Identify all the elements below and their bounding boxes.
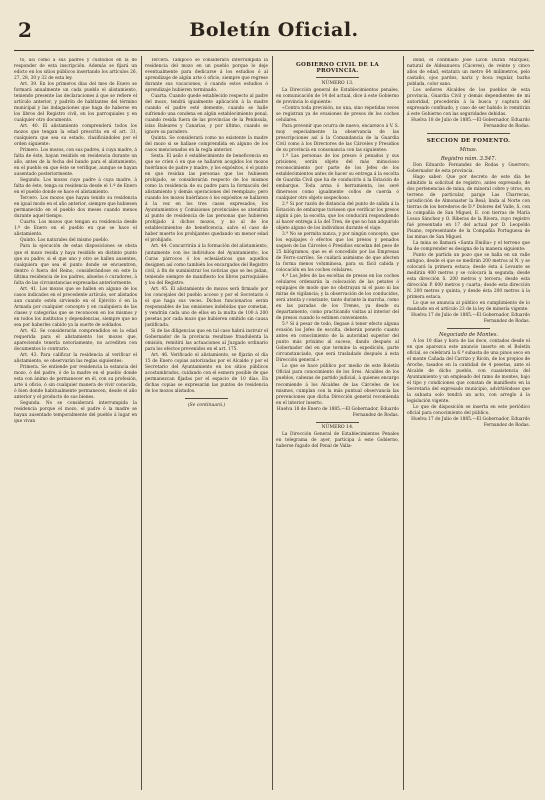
paragraph: A los 10 días y hora de las doce, contados desde el en que aparezca este anuncio inserto en el Boletín oficial, se celebrará la 6.ª subasta de una pinos seco en el monte Cañada del Carrizo y Ricón, de los propios de Aroche, tasados en la cantidad de 4 pesetas, ante el Alcalde de dicho pueblo, con cuasistencia del Ayuntamiento y un empleado del ramo de montes, bajo el tipo y condiciones que constan de manifiesto en la Secretaría del expresado municipio, advirtiéndose que la subasta solo tendrá un acto, con arreglo á la legislación vigente. <box>407 339 530 405</box>
section-heading-gobierno: GOBIERNO CIVIL DE LA PROVINCIA. <box>295 62 380 75</box>
item-number: NÚMERO 14. <box>321 425 354 431</box>
registro-number: Registro núm. 3.547. <box>440 156 497 163</box>
paragraph: Art. 43. Para calificar la residencia al verificar el alistamiento, se observarán las reglas siguientes: <box>14 352 137 364</box>
page-header <box>14 10 534 51</box>
paragraph: Tercera. Tampoco se considerará interrumpida la residencia del mozo en un pueblo porque lo deje eventualmente para dedicarse á los estudios ó al aprendizaje de algún arte ó oficio, siempre que regrese durante sus vacaciones, ó cuando estos estudios ó aprendizaje hubieren terminado. <box>145 58 268 94</box>
paragraph: 5.ª Si á pesar de todo, llegase á tener efecto alguna evasión los Jefes de escolta, deberán ponerlo cuanto antes en conocimiento de la autoridad superior del punto más próximo al suceso, dando después al Gobernador del en que termine la expedición, parte circunstanciado, que será trasladado después á esta Dirección general.» <box>276 322 399 364</box>
paragraph: 2.ª Si por razón de distancia del punto de salida á la Estación de embarque tuviesen que verificar los presos algún á pie, la escolta, que los conducirá respondiendo al hacer entrega á la del Tren, de que no han adquirido objeto alguno de los individuos durante el viaje. <box>276 202 399 232</box>
paragraph: to, así como á sus padres y custodios en la de responder de esta inscripción. Además se fijará un edicto en los sitios públicos insertando los artículos 26, 27, 28, 30 y 32 de esta ley. <box>14 58 137 82</box>
paragraph: «Contra toda previsión, no una, sino repetidas veces se registran ya de evasiones de presos de los coches celulares. <box>276 105 399 123</box>
paragraph: Punto de partida un pozo que se halla en un valle antiguo, desde el que se medirán 200 metros al N. y se colocará la primera estaca; desde ésta á Levante se medirán 400 metros y se colocará la segunda; desde esta dirección S. 200 metros y tercera; desde esta dirección P. 600 metros y cuarta; desde esta dirección N. 200 metros y quinta, y desde ésta 200 metros á la primera estaca. <box>407 253 530 301</box>
continued-note: (Se continuará.) <box>187 402 226 408</box>
paragraph: Sexta. El asilo ó establecimiento de beneficencia en que se críen ó en que se hallaren acogidos los mozos huérfanos de padre y madre, y los expósitos, ó el punto en que residan las personas que los hubiesen prohijado, se considerarán respecto de los mismos como la residencia de su padre para la formación del alistamiento y demás operaciones del reemplazo; pero cuando los mozos huérfanos ó los expósitos se hallaren á la vez en los tres casos expresados, los Ayuntamientos y Comisiones provinciales se atendrán al punto de residencia de las personas que hubieren prohijado á dichos mozos, y no al de los establecimientos de beneficencia, salvo el caso de haber muerto los prohijantes quedando un menor edad el prohijado. <box>145 154 268 244</box>
item-number: NÚMERO 13. <box>321 80 354 86</box>
paragraph: Cuarto. Los mozos que tengan su residencia desde 1.º de Enero en el pueblo en que se hace el alistamiento. <box>14 220 137 238</box>
paragraph: Primero. Los mozos, con sus padres, á cuya madre, á falta de éste, hayan residido en residencia durante un año, antes de la fecha del bando para el alistamiento, en el pueblo en que éste se verifique, aunque se hayan ausentado posteriormente. <box>14 148 137 178</box>
paragraph: Don Eduardo Fernandez de Rodas y Guerrero, Gobernador de esta provincia. <box>407 163 530 175</box>
column-divider <box>141 56 142 790</box>
signature: Huelva 17 de Julio de 1885.—El Gobernador, Eduardo Fernandez de Rodas. <box>411 417 530 429</box>
paragraph: dolid, el confinado José Licón Durán Marquez, natural de Aldeanueva (Cáceres), de veinte y cinco años de edad, estatura un metro 64 milímetros, pelo castaño, ojos pardos, nariz y boca regular, barba poblada, color sano. <box>407 58 530 88</box>
divider <box>447 328 490 329</box>
column-3 <box>276 58 399 788</box>
paragraph: La Dirección General de Establecimientos Penales en telegrama de ayer, participa á este Gobierno, haberse fugado del Penal de Valla- <box>276 432 399 450</box>
page-number: 2 <box>18 18 32 42</box>
paragraph: Primera. Se entiende por residencia la estancia del mozo, ó del padre, ó de la madre en el pueblo donde esta con ánimo de permanecer en él, con su profesión, arte ú oficio, ó sin cualquier manera de vivir conocida, ó bien donde habitualmente permanecen, desde el año anterior y el producto de sus bienes. <box>14 364 137 400</box>
paragraph: Hago saber: Que por decreto de este día he admitido la solicitud de registro, antes expresado, de dos pertenencias de mina, de mineral cobre y otros, en terreno de particular, paraje Las Charrecas, jurisdicción de Almonaster la Real; linda al Norte con tierras de los herederos de D.ª Dolores del Valle, S. con la compañía de San Miguel, E. con tierras de María Losoa Sánchez y O. Riberas de la Rivera, cuyo registro fué presentado en 17 del actual por D. Leopoldo Pisano, representante de la Compañía Portuguesa de las minas de San Miguel. <box>407 175 530 241</box>
divider <box>316 422 359 423</box>
paragraph: Segundo. Los mozos cuyo padre á cuya madre, á falta de éste, tenga su residencia desde el 1.º de Enero en el pueblo donde se hace el alistamiento. <box>14 178 137 196</box>
paragraph: Para prevenir que ocurra de nuevo, encarezco á V. S. muy especialmente la observancia de las prescripciones así á la Comandancia de la Guardia Civil como á los Directores de las Cárceles y Presidios de su provincia en consonancia con las siguientes: <box>276 123 399 153</box>
paragraph: La Dirección general de Establecimientos penales, en comunicación de 14 del actual, dice á este Gobierno de provincia lo siguiente: <box>276 87 399 105</box>
divider <box>185 398 228 399</box>
paragraph: Quinto. Los naturales del mismo pueblo. <box>20 238 110 244</box>
paragraph: La mina se llamará «Santa Emilia» y el terreno que ha de comprender es designa de la manera siguiente: <box>407 241 530 253</box>
divider <box>427 133 510 134</box>
paragraph: Los señores Alcaldes de los pueblos de esta provincia, Guardia Civil y demás dependientes de mi autoridad, procederán á la busca y captura del expresado confinado, y caso de ser habido lo remitirán á este Gobierno con las seguridades debidas. <box>407 88 530 118</box>
column-2 <box>145 58 268 788</box>
paragraph: Tercero. Los mozos que hayan tenido su residencia en igual modo en el año anterior, siempre que hubiesen permanecido en el pueblo dos meses cuando menos durante aquel tiempo. <box>14 196 137 220</box>
subheading-montes: Negociado de Montes. <box>438 332 499 339</box>
paragraph: Art. 45. El alistamiento de mozos será firmado por los concejales del pueblo acceso y por el Secretario ó el que haga sus veces. Dichos funcionarios serán responsables de las omisiones indebidas que cometan, y vendrán cada uno de ellos en la multa de 100 á 200 pesetas por cada mozo que hubieren omitido sin causa justificada. <box>145 286 268 328</box>
paragraph: Art. 40. El alistamiento comprenderá todos los mozos que tengan la edad prescrita en el art. 31, cualquiera que sea su estado, clasificándoles por el orden siguiente: <box>14 124 137 148</box>
paragraph: Lo que de disposición se inserta en este periódico oficial para conocimiento del público. <box>407 405 530 417</box>
paragraph: Lo que se hace público por medio de este Boletín Oficial para conocimiento de los Sres. Alcaldes de los pueblos, cabezas de partido judicial, á quienes encargo recomiende á los Alcaldes de las Cárceles de los mismos, cumplan con la más puntual observancia las prevenciones que dicha Dirección general recomienda en el interior inserto. <box>276 364 399 406</box>
newspaper-page <box>14 10 534 792</box>
paragraph: Art. 39. En los primeros días del mes de Enero se formará anualmente un cada pueblo el alistamiento, teniendo presente las declaraciones á que se refiere el artículo anterior, y padrón de habitantes del término municipal y las indagaciones que haga de haberse en los libros del Registro civil, en los parroquiales y en cualquier otro documento. <box>14 82 137 124</box>
column-1 <box>14 58 137 788</box>
paragraph: 4.ª Los Jefes de las escoltas de presos en los coches celulares ordenarán la colocación de las petates ó equipajes de modo que no obstruyan ni el paso ni las miras de vigilancia; y la observación de los conducidos, será atenta y constante, tanto durante la marcha, como en las paradas de los Trenes, ya desde su departamento, como practicando visitas al interior del de presos cuando lo estimen conveniente. <box>276 274 399 322</box>
paragraph: Segunda. No se considerará interrumpida la residencia porque el mozo, el padre ó la madre se hayan ausentado temporalmente del pueblo á lugar en que vivan <box>14 400 137 424</box>
paragraph: 3.ª No se permita nunca, y por ningún concepto, que los equipajes ó efectos que los presos y penados saquen de las Cárceles ó Presidios excedan del peso de 25 kilógramos, que es el concedido por las Empresas de Ferro-carriles. Se cuidará asimismo de que afecten la forma menos voluminosa, para su fácil cabida y colocación en los coches celulares. <box>276 232 399 274</box>
paragraph: Para la ejecución de estas disposiciones se obsta que el mozo resida y haya residido en distinto punto que su padre, si el que uno y otro se hallen ausentes, cualquiera que sea el punto donde se encuentren, dentro ó fuera del Reino, considerándose en este la última residencia de los padres, abuelos ó curadores, á falta de las circunstancias expresadas anteriormente. <box>14 244 137 286</box>
paragraph: Quinta. Se considerará como no existente la madre del mozo si se hallase comprendida en alguno de los casos mencionados en la regla anterior. <box>145 136 268 154</box>
signature: Huelva 18 de Julio de 1885.—El Gobernador, Eduardo Fernandez de Rodas. <box>411 118 530 130</box>
signature: Huelva 17 de Julio de 1885.—El Gobernador, Eduardo Fernandez de Rodas. <box>411 313 530 325</box>
paragraph: Lo que se anuncia al público en cumplimiento de lo mandado en el artículo 23 de la ley de minería vigente. <box>407 301 530 313</box>
paragraph: 1.ª Las personas de los presos ó penados y sus prisiones, serán objeto del más minucioso reconocimiento por parte de los Jefes de los establecimientos antes de hacer su entrega á la escolta de Guardia Civil que ha de conducirlo á la Estación de embarque. Toda arma ó herramienta, los seré dinerosos como igualmente collos de cuerda ó cualquier otro objeto sospechoso. <box>276 153 399 202</box>
column-divider <box>272 56 273 790</box>
paragraph: Art. 46. Verificado el alistamiento, se fijarán el día 15 de Enero copias autorizadas por el Alcalde y por el Secretario del Ayuntamiento en los sitios públicos acostumbrados, cuidando con el esmero posible de que permanezcan fijadas por el espacio de 10 días. En dichas copias se expresarán las puntos de residencia de los mozos alistados. <box>145 352 268 394</box>
paragraph: Art. 42. Se considerarán comprendidos en la edad requerida para el alistamiento los mozos que, apareciendo tenerla notoriamente, no acrediten con documentos lo contrario. <box>14 328 137 352</box>
paragraph: Cuarta. Cuando quede establecido respecto al padre del mozo, tendrá igualmente aplicación á la madre cuando el padre esté demente, cuando se halle sufriendo una condena en algún establecimiento penal, cuando resida fuera de las provincias de la Península, islas Baleares y Canarias, y por último, cuando se ignore su paradero. <box>145 94 268 136</box>
divider <box>316 77 359 78</box>
section-heading-fomento: SECCION DE FOMENTO. <box>426 137 511 144</box>
column-4 <box>407 58 530 788</box>
column-divider <box>403 56 404 790</box>
signature: Huelva 18 de Enero de 1885.—El Gobernador, Eduardo Fernandez de Rodas. <box>276 406 399 418</box>
subheading-minas: Minas. <box>459 147 478 153</box>
paragraph: Si de las diligencias que en tal caso habrá instruir el Gobernador de la provincia resultase fraudulenta la omisión, remitirá las actuaciones al Juzgado ordinario para los efectos prevenidos en el art. 175. <box>145 328 268 352</box>
paragraph: Art. 41. Los mozos que se hallen en alguno de los casos indicados en el precedente artículo, ser alistados aun cuando estén sirviendo en el Ejército ó en la Armada por cualquier concepto y en cualquiera de las clases y categorías que se reconocen en los mismos y en todos los institutos y dependencias, siempre que no sea por haberles cabido ya la suerte de soldados. <box>14 286 137 328</box>
journal-title: Boletín Oficial. <box>189 19 359 41</box>
paragraph: Art. 44. Concurrirán á la formación del alistamiento, juntamente con los individuos del Ayuntamiento, los Curas párrocos ó los eclesiásticos que aquellos designen así como también los encargados del Registro civil, á fin de suministrar los noticias que se les pidan, teniendo siempre de manifiesto los libros parroquiales y los del Registro. <box>145 244 268 286</box>
